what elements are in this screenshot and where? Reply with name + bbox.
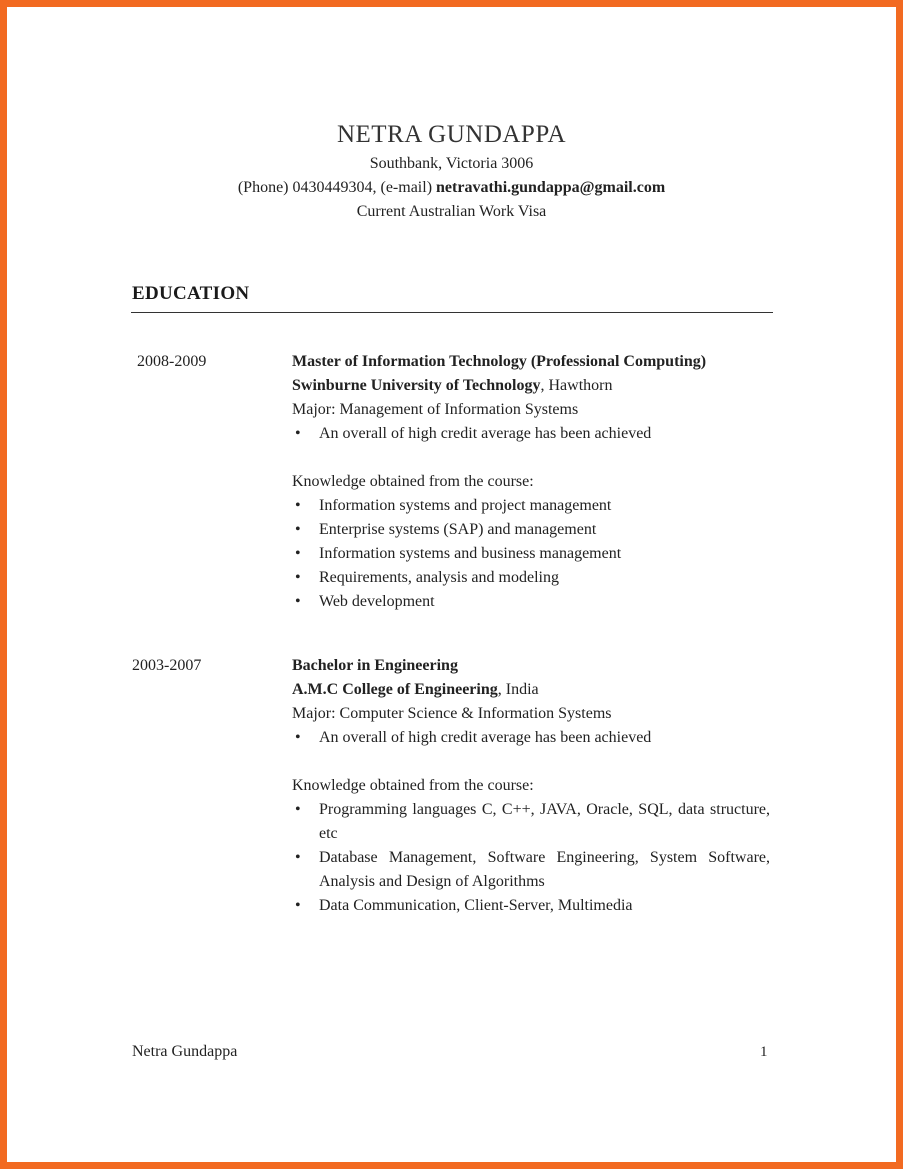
- institution-name: Swinburne University of Technology: [292, 377, 541, 394]
- phone-text: (Phone) 0430449304, (e-mail): [237, 179, 437, 196]
- list-item: [292, 894, 770, 918]
- list-item: [292, 518, 770, 542]
- bullet-icon: •: [295, 593, 301, 610]
- page-number: 1: [760, 1044, 768, 1060]
- achievement-text: An overall of high credit average has been achieved: [319, 729, 652, 746]
- institution-name: A.M.C College of Engineering: [292, 681, 498, 698]
- bullet-icon: •: [295, 521, 301, 538]
- knowledge-text: Data Communication, Client-Server, Multimedia: [319, 897, 633, 914]
- entry-details: [292, 654, 770, 918]
- bullet-icon: •: [295, 425, 301, 442]
- institution-line: [292, 374, 770, 398]
- entry-details: [292, 350, 770, 614]
- knowledge-list: [292, 798, 770, 918]
- bullet-icon: •: [295, 849, 301, 866]
- knowledge-text: Information systems and project management: [319, 497, 612, 514]
- knowledge-text: Requirements, analysis and modeling: [319, 569, 559, 586]
- bullet-icon: •: [295, 729, 301, 746]
- achievement-list: [292, 422, 770, 446]
- list-item: [292, 422, 770, 446]
- list-item: [292, 494, 770, 518]
- degree-title: Master of Information Technology (Professional Computing): [292, 353, 707, 370]
- knowledge-label: Knowledge obtained from the course:: [292, 777, 534, 794]
- candidate-name: NETRA GUNDAPPA: [336, 121, 567, 148]
- list-item: [292, 590, 770, 614]
- contact-line: [0, 176, 903, 200]
- degree-title: Bachelor in Engineering: [292, 657, 458, 674]
- achievement-list: [292, 726, 770, 750]
- visa-line: Current Australian Work Visa: [356, 203, 547, 220]
- bullet-icon: •: [295, 545, 301, 562]
- email-link[interactable]: netravathi.gundappa@gmail.com: [436, 179, 666, 196]
- list-item: [292, 846, 770, 894]
- knowledge-text: Programming languages C, C++, JAVA, Oracle, SQL, data structure, etc: [319, 801, 770, 842]
- knowledge-list: [292, 494, 770, 614]
- entry-dates: 2008-2009: [137, 353, 207, 370]
- achievement-text: An overall of high credit average has been achieved: [319, 425, 652, 442]
- footer-name: Netra Gundappa: [132, 1043, 238, 1060]
- section-title-education: EDUCATION: [132, 283, 250, 304]
- knowledge-label: Knowledge obtained from the course:: [292, 473, 534, 490]
- address-line: Southbank, Victoria 3006: [369, 155, 534, 172]
- bullet-icon: •: [295, 801, 301, 818]
- knowledge-text: Enterprise systems (SAP) and management: [319, 521, 597, 538]
- institution-location: , Hawthorn: [540, 377, 613, 394]
- resume-header: [0, 118, 903, 224]
- list-item: [292, 726, 770, 750]
- major-line: Major: Management of Information Systems: [292, 401, 579, 418]
- knowledge-text: Web development: [319, 593, 435, 610]
- entry-dates: 2003-2007: [132, 657, 202, 674]
- list-item: [292, 542, 770, 566]
- bullet-icon: •: [295, 569, 301, 586]
- bullet-icon: •: [295, 897, 301, 914]
- knowledge-text: Information systems and business management: [319, 545, 622, 562]
- bullet-icon: •: [295, 497, 301, 514]
- knowledge-text: Database Management, Software Engineering, System Software, Analysis and Design of Algorithms: [319, 849, 770, 890]
- institution-location: , India: [497, 681, 539, 698]
- list-item: [292, 798, 770, 846]
- list-item: [292, 566, 770, 590]
- major-line: Major: Computer Science & Information Systems: [292, 705, 612, 722]
- section-divider: [131, 312, 773, 313]
- institution-line: [292, 678, 770, 702]
